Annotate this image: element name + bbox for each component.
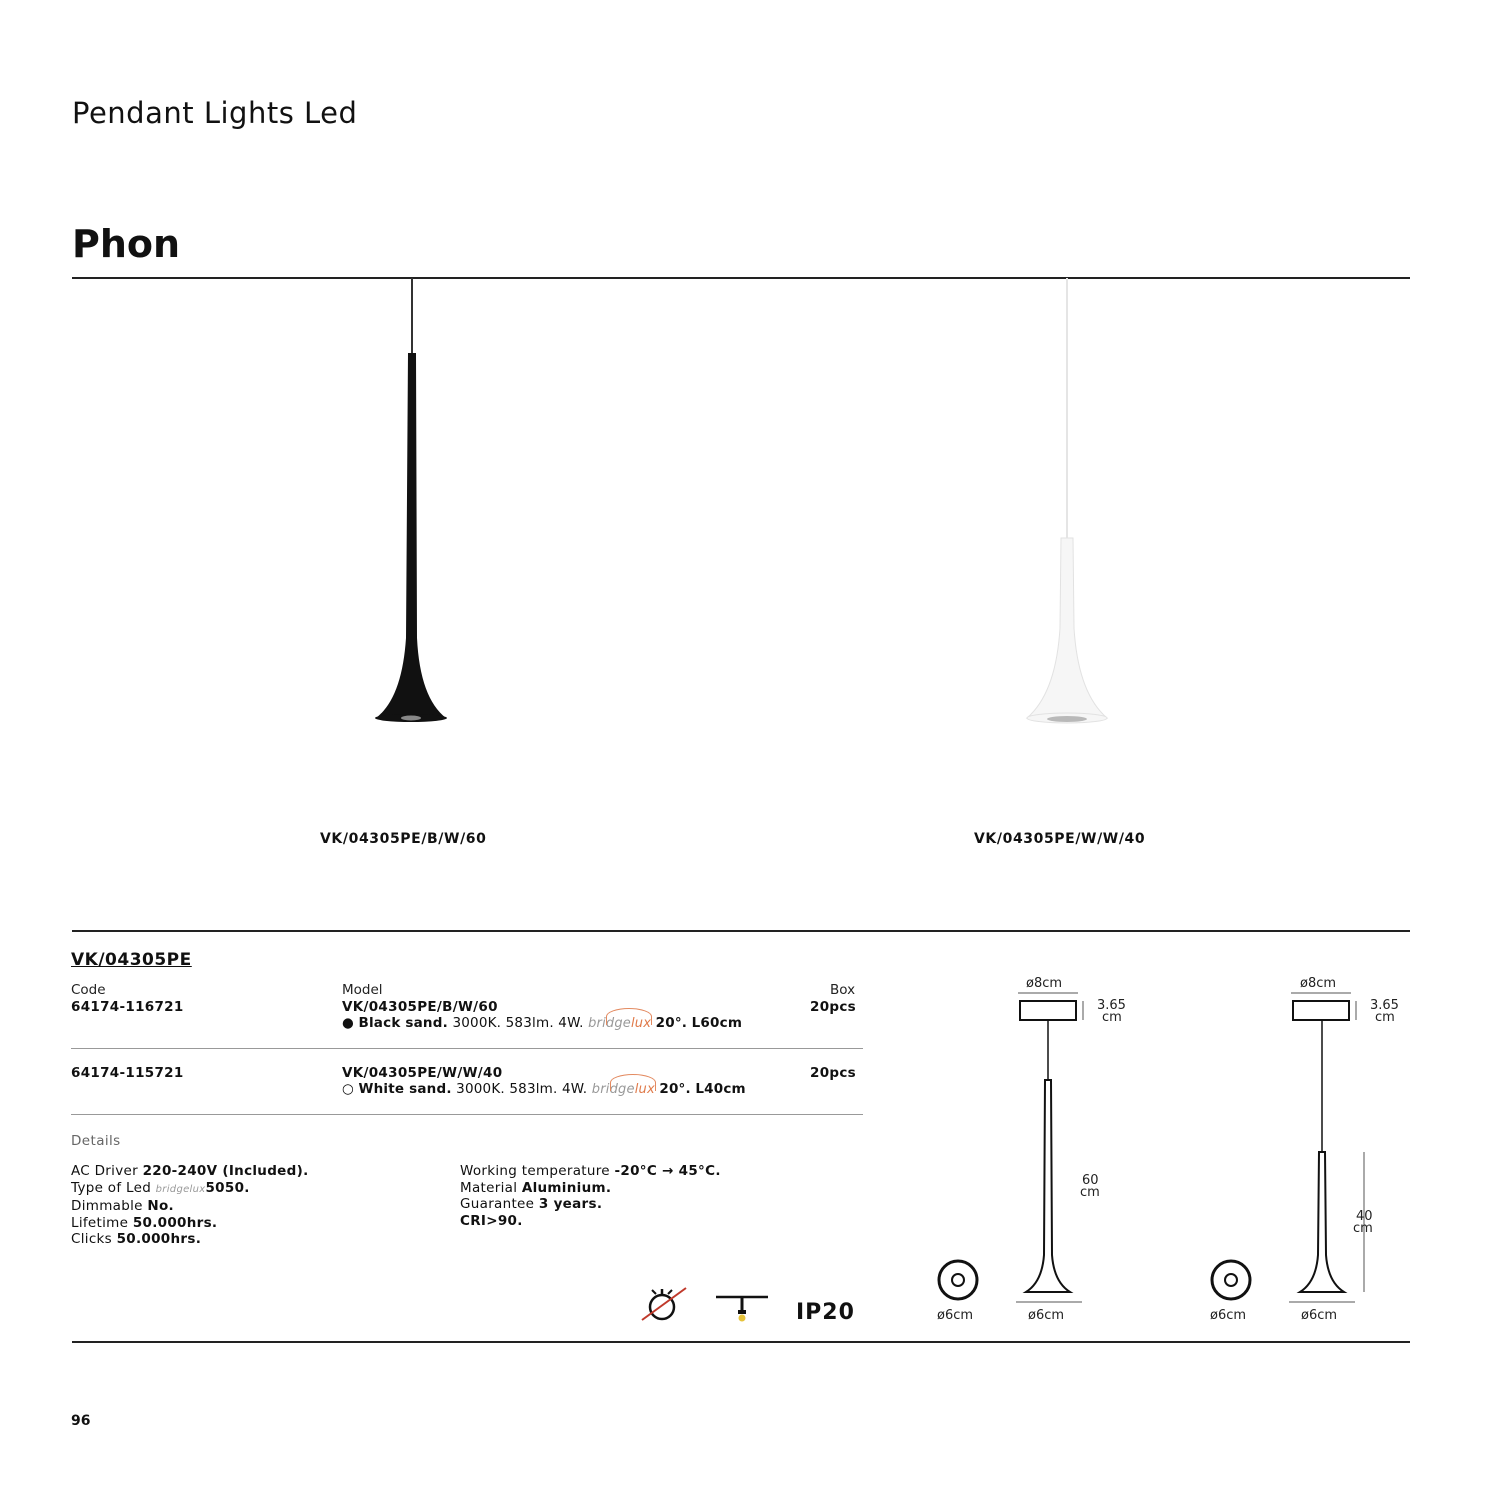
row1-model: VK/04305PE/B/W/60: [342, 999, 498, 1015]
drawing2-base-diameter: ø6cm: [1301, 1308, 1338, 1323]
row1-code: 64174-116721: [71, 999, 184, 1015]
row2-specs: [342, 1081, 746, 1097]
row2-beam: 20°.: [659, 1081, 691, 1097]
bridgelux-logo: bridgelux: [591, 1082, 655, 1097]
row2-box: 20pcs: [810, 1065, 856, 1081]
row-divider: [71, 1048, 863, 1049]
drawing1-canopy-height-unit: cm: [1102, 1010, 1122, 1025]
row1-box: 20pcs: [810, 999, 856, 1015]
code-header: Code: [71, 982, 106, 998]
product-title: Phon: [72, 222, 181, 266]
row1-length: L60cm: [691, 1015, 743, 1031]
drawing1-top-view-diameter: ø6cm: [937, 1308, 974, 1323]
black-pendant-image: [360, 278, 470, 738]
details-heading: Details: [71, 1133, 121, 1149]
drawing2-canopy-diameter: ø8cm: [1300, 976, 1337, 991]
drawing1-canopy-height: 3.65: [1097, 998, 1126, 1013]
row1-finish: Black sand.: [358, 1015, 448, 1031]
detail-dimmable: Dimmable No.: [71, 1198, 174, 1214]
no-dimmer-icon: [638, 1284, 690, 1324]
details-left-list: [71, 1163, 309, 1248]
white-variant-ref: VK/04305PE/W/W/40: [974, 831, 1146, 847]
drawing2-canopy-height-unit: cm: [1375, 1010, 1395, 1025]
drawing2-top-view-diameter: ø6cm: [1210, 1308, 1247, 1323]
row2-finish: White sand.: [358, 1081, 452, 1097]
model-header: Model: [342, 982, 383, 998]
bridgelux-logo: bridgelux: [588, 1016, 652, 1031]
row1-spec-values: 3000K. 583lm. 4W.: [452, 1015, 584, 1031]
drawing1-base-diameter: ø6cm: [1028, 1308, 1065, 1323]
detail-lifetime: Lifetime 50.000hrs.: [71, 1214, 218, 1231]
drawing2-canopy-height: 3.65: [1370, 998, 1399, 1013]
detail-led-type: Type of Led bridgelux5050.: [71, 1179, 250, 1196]
drawing1-length-unit: cm: [1080, 1185, 1100, 1200]
detail-material: Material Aluminium.: [460, 1179, 612, 1196]
detail-driver: AC Driver 220-240V (Included).: [71, 1163, 309, 1179]
detail-guarantee: Guarantee 3 years.: [460, 1196, 603, 1212]
page-number: 96: [71, 1413, 91, 1429]
white-dot-icon: ○: [342, 1081, 354, 1097]
spec-divider: [72, 930, 1410, 932]
details-right-list: [460, 1163, 721, 1229]
ip-rating: IP20: [796, 1300, 855, 1325]
drawing2-dimension-lines: [1203, 990, 1373, 1310]
drawing1-dimension-lines: [930, 990, 1090, 1310]
category-title: Pendant Lights Led: [72, 96, 358, 130]
white-pendant-image: [1010, 278, 1120, 738]
detail-cri: CRI>90.: [460, 1212, 523, 1229]
row2-length: L40cm: [695, 1081, 746, 1097]
row1-beam: 20°.: [655, 1015, 688, 1031]
bridgelux-small-logo: bridgelux: [155, 1183, 206, 1195]
box-header: Box: [830, 982, 856, 998]
row1-specs: [342, 1015, 742, 1031]
row2-spec-values: 3000K. 583lm. 4W.: [456, 1081, 588, 1097]
pendant-mount-icon: [714, 1292, 770, 1324]
drawing1-canopy-diameter: ø8cm: [1026, 976, 1063, 991]
bottom-divider: [72, 1341, 1410, 1343]
drawing2-length-unit: cm: [1353, 1221, 1373, 1236]
detail-clicks: Clicks 50.000hrs.: [71, 1231, 202, 1247]
table-bottom-divider: [71, 1114, 863, 1115]
row2-code: 64174-115721: [71, 1065, 184, 1081]
black-dot-icon: ●: [342, 1015, 354, 1031]
drawing2-length: 40: [1356, 1209, 1373, 1224]
black-variant-ref: VK/04305PE/B/W/60: [320, 831, 487, 847]
row2-model: VK/04305PE/W/W/40: [342, 1065, 503, 1081]
drawing1-length: 60: [1082, 1173, 1099, 1188]
top-divider: [72, 277, 1410, 279]
detail-temperature: Working temperature -20°C → 45°C.: [460, 1163, 721, 1179]
series-code: VK/04305PE: [71, 950, 192, 970]
